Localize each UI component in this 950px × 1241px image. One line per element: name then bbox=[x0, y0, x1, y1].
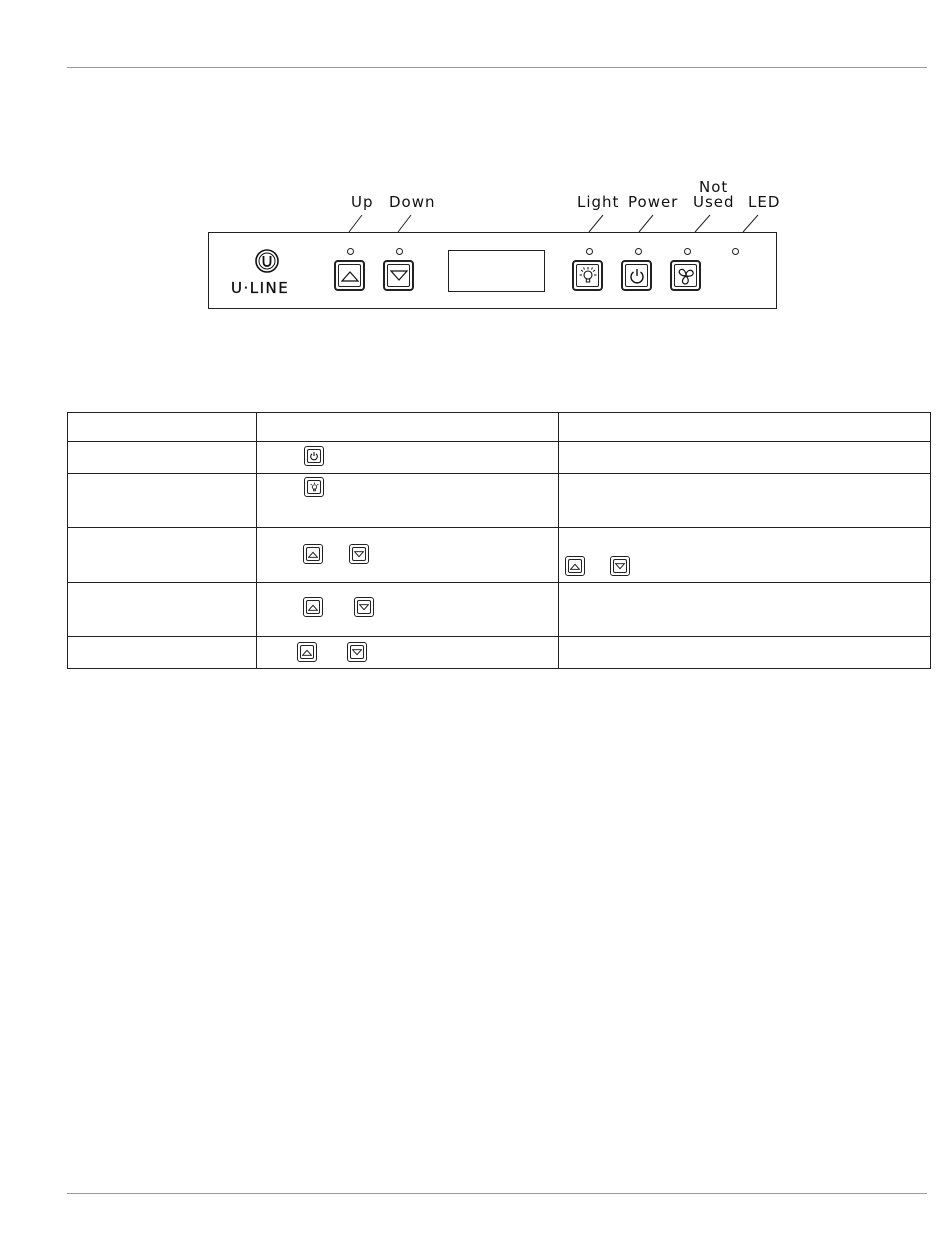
up-arrow-icon bbox=[341, 270, 359, 282]
table-cell bbox=[68, 583, 257, 637]
table-row bbox=[68, 528, 931, 583]
uline-logo-text: U·LINE bbox=[231, 279, 290, 297]
callout-power: Power bbox=[628, 193, 679, 211]
table-cell bbox=[257, 583, 559, 637]
control-panel bbox=[208, 232, 777, 309]
table-cell bbox=[68, 637, 257, 669]
down-led bbox=[396, 248, 403, 255]
up-led bbox=[347, 248, 354, 255]
light-bulb-icon bbox=[578, 266, 598, 286]
callout-not-used-line1: Not bbox=[699, 178, 729, 196]
fan-led bbox=[684, 248, 691, 255]
table-cell bbox=[559, 442, 931, 474]
table-cell bbox=[559, 474, 931, 528]
light-led bbox=[586, 248, 593, 255]
callout-up: Up bbox=[351, 193, 374, 211]
down-arrow-icon bbox=[354, 597, 374, 617]
callout-leader-lines bbox=[0, 0, 950, 400]
callout-led: LED bbox=[748, 193, 781, 211]
down-arrow-icon bbox=[390, 270, 408, 282]
table-header-cell bbox=[559, 413, 931, 442]
fan-swirl-icon bbox=[676, 266, 696, 286]
up-arrow-icon bbox=[565, 556, 585, 576]
footer-rule bbox=[67, 1193, 927, 1194]
power-icon bbox=[304, 446, 324, 466]
temperature-display bbox=[448, 250, 545, 292]
power-icon bbox=[628, 267, 646, 285]
table-cell bbox=[68, 442, 257, 474]
table-cell bbox=[257, 528, 559, 583]
down-arrow-icon bbox=[610, 556, 630, 576]
callout-down: Down bbox=[389, 193, 436, 211]
callout-not-used-line2: Used bbox=[693, 193, 735, 211]
table-cell bbox=[257, 442, 559, 474]
power-led bbox=[635, 248, 642, 255]
down-arrow-icon bbox=[347, 642, 367, 662]
up-arrow-icon bbox=[297, 642, 317, 662]
table-row bbox=[68, 583, 931, 637]
up-arrow-icon bbox=[303, 544, 323, 564]
table-row bbox=[68, 474, 931, 528]
power-button[interactable] bbox=[621, 260, 652, 291]
down-button[interactable] bbox=[383, 260, 414, 291]
table-cell bbox=[559, 528, 931, 583]
up-arrow-icon bbox=[303, 597, 323, 617]
table-row bbox=[68, 637, 931, 669]
light-bulb-icon bbox=[304, 477, 324, 497]
table-header-cell bbox=[68, 413, 257, 442]
table-cell bbox=[68, 528, 257, 583]
down-arrow-icon bbox=[349, 544, 369, 564]
uline-logo-icon bbox=[255, 249, 279, 273]
header-rule bbox=[67, 67, 927, 68]
table-cell bbox=[559, 637, 931, 669]
controls-table bbox=[67, 412, 931, 669]
light-button[interactable] bbox=[572, 260, 603, 291]
table-row bbox=[68, 442, 931, 474]
table-cell bbox=[257, 474, 559, 528]
table-header-row bbox=[68, 413, 931, 442]
table-cell bbox=[68, 474, 257, 528]
table-cell bbox=[257, 637, 559, 669]
fan-button[interactable] bbox=[670, 260, 701, 291]
callout-light: Light bbox=[577, 193, 620, 211]
table-header-cell bbox=[257, 413, 559, 442]
table-cell bbox=[559, 583, 931, 637]
status-led bbox=[732, 248, 739, 255]
up-button[interactable] bbox=[334, 260, 365, 291]
